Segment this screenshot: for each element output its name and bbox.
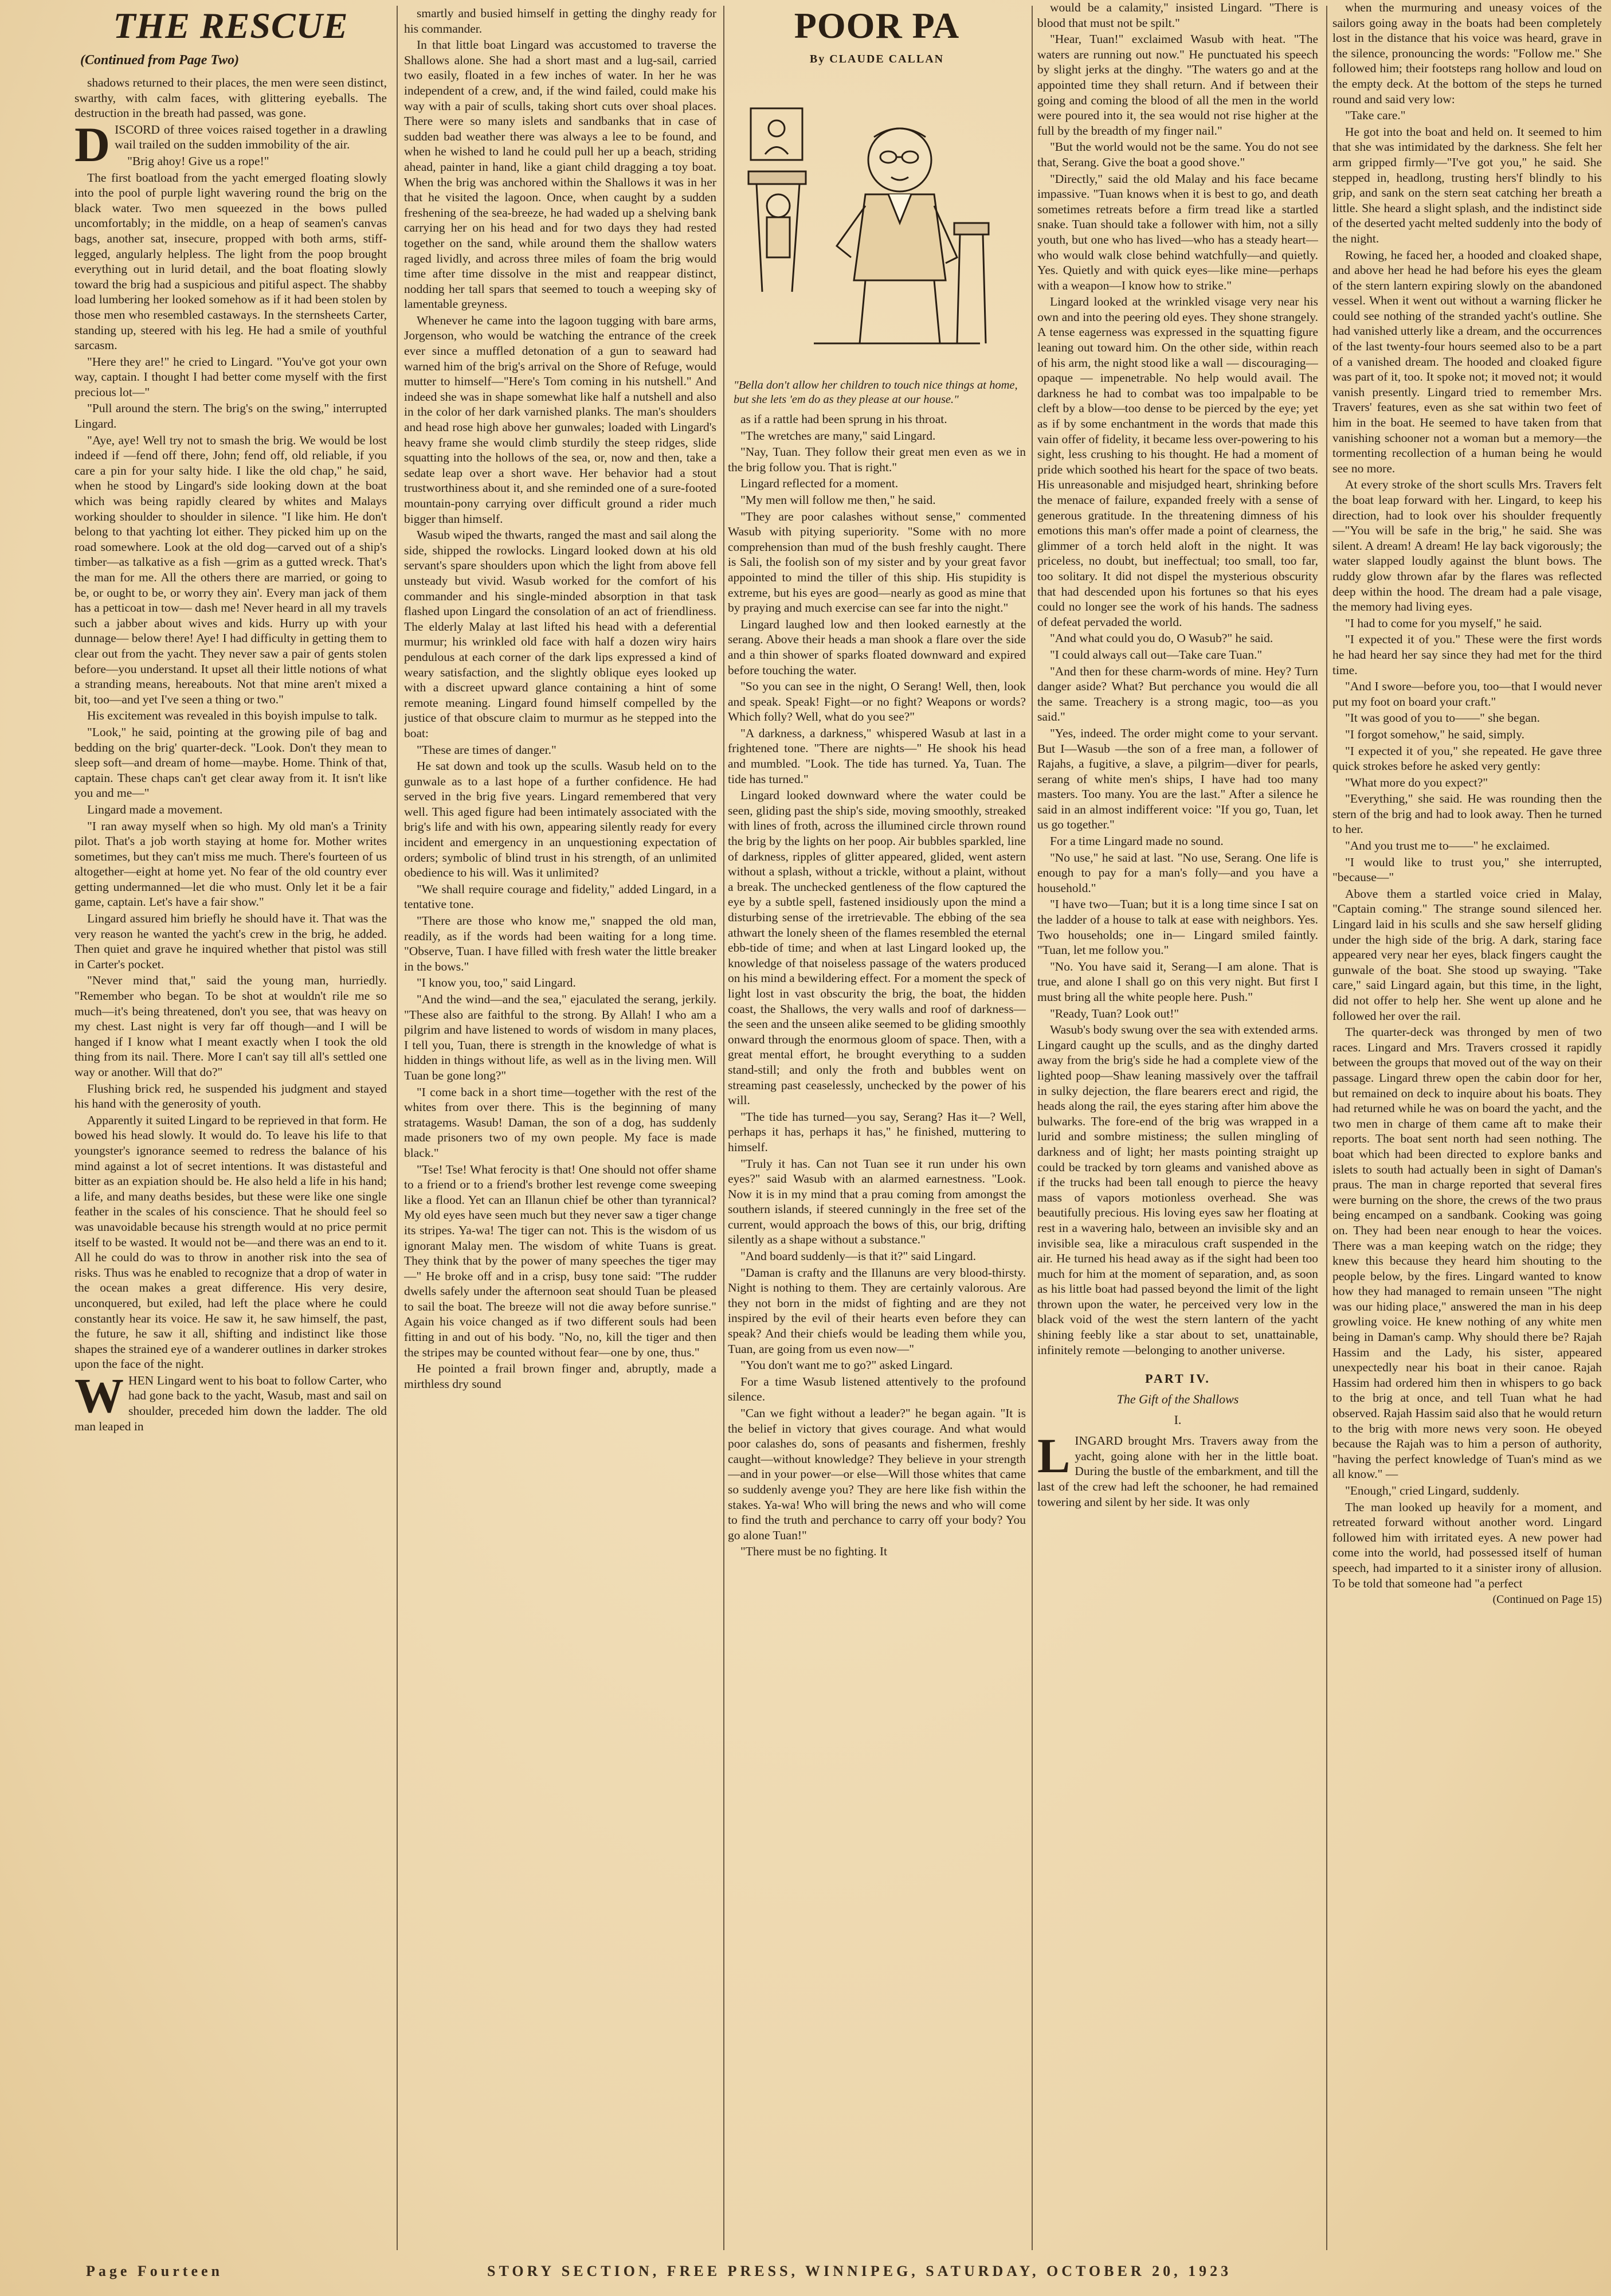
paragraph: "And board suddenly—is that it?" said Lingard. (740, 1249, 977, 1264)
paragraph: "I could always call out—Take care Tuan." (1050, 647, 1263, 662)
column-rule (1032, 6, 1033, 2250)
paragraph: "But the world would not be the same. You do not see that, Serang. Give the boat a good shove." (1037, 140, 1318, 169)
paragraph: "No. You have said it, Serang—I am alone. That is true, and alone I shall go on this very night. But first I must bring all the white people here. Push." (1037, 959, 1318, 1004)
section-dateline: STORY SECTION, FREE PRESS, WINNIPEG, SATURDAY, OCTOBER 20, 1923 (487, 2263, 1232, 2279)
drop-cap: L (1037, 1428, 1071, 1484)
paragraph: "Here they are!" he cried to Lingard. "You've got your own way, captain. I thought I had better come myself with the first precious lot—" (75, 354, 387, 399)
paragraph: "Hear, Tuan!" exclaimed Wasub with heat. "The waters are running out now." He punctuated his speech by slight jerks at the dinghy. "The waters go and at the appointed time they shall return. And if between their going and coming the blood of all the men in the world were poured into it, the sea would not rise higher at the full by the breadth of my finger nail." (1037, 32, 1318, 138)
paragraph: "Look," he said, pointing at the growing pile of bag and bedding on the brig' quarter-deck. "Look. Don't they mean to sleep soft—and dream of home—maybe. Home. Think of that, captain. These chaps can't get clear away from it. It isn't like you and me—" (75, 725, 387, 800)
paragraph: "Aye, aye! Well try not to smash the brig. We would be lost indeed if —fend off there, John; fend off, old reliable, if you care a pin for your salty hide. I like the old chap," he said, when he stood by Lingard's side looking down at the boat which was being rapidly cleared by whites and Malays working shoulder to shoulder in silence. "I like him. He don't belong to that yachting lot either. They picked him up on the road somewhere. Look at the old dog—carved out of a ship's timber—as talkative as a fish —grim as a gutted wreck. That's the man for me. All the others there are married, or going to be, or ought to be, or worry they ain'. Every man jack of them has a petticoat in tow— dash me! Never heard in all my travels such a jabber about wives and kids. Hurry up with your dunnage— below there! Aye! I had difficulty in getting them to clear out from the yacht. They never saw a pair of gents stolen before—you understand. It upset all their little notions of what a stranding means, hereabouts. Not that mine aren't mixed a bit, too—and yet I've seen a thing or two." (75, 433, 387, 706)
part-subtitle: The Gift of the Shallows (1116, 1392, 1239, 1407)
cartoon-caption: "Bella don't allow her children to touch nice things at home, but she lets 'em do as they please at our house." (734, 379, 1018, 406)
paragraph: "I know you, too," said Lingard. (417, 976, 576, 990)
paragraph: Apparently it suited Lingard to be reprieved in that form. He bowed his head slowly. It would do. To leave his life to that youngster's ignorance seemed to redress the balance of his mind against a lot of secret intentions. It was distasteful and bitter as an expiation should be. He also held a life in his hand; a life, and many deaths besides, but these were like one single feather in the scales of his conscience. That he should feel so was unavoidable because his strength would at no price permit itself to be wasted. It would not be—and there was an end to it. All he could do was to throw in another risk into the sea of risks. Thus was he enabled to recognize that a drop of water in the ocean makes a great difference. His very desire, unconquered, but exiled, had left the place where he could constantly hear its voice. He saw it, he saw himself, the past, the future, he saw it all, shifting and indistinct like those shapes the strained eye of a wanderer outlines in darker strokes upon the face of the night. (75, 1113, 387, 1371)
paragraph: smartly and busied himself in getting the dinghy ready for his commander. (404, 6, 716, 36)
paragraph: "I come back in a short time—together with the rest of the whites from over there. This is the beginning of many stratagems. Wasub! Daman, the son of a dog, has suddenly made prisoners two of my own people. My face is made black." (404, 1085, 716, 1160)
paragraph: WHEN Lingard went to his boat to follow Carter, who had gone back to the yacht, Wasub, mast and sail on shoulder, preceded him down the ladder. The old man leaped in (75, 1367, 387, 1433)
page-number-label: Page Fourteen (86, 2263, 224, 2279)
paragraph: "Pull around the stern. The brig's on the swing," interrupted Lingard. (75, 401, 387, 431)
picture-frame (751, 108, 802, 160)
paragraph: The first boatload from the yacht emerged floating slowly into the pool of purple light wavering round the brig on the black water. Two men squeezed in the bows pulled uncomfortably; in the middle, on a heap of seamen's canvas bags, another sat, insecure, propped with both arms, stiff-legged, angularly helpless. The light from the poop brought everything out in lurid detail, and the boat floating slowly toward the brig had a suspicious and pitiful aspect. The shabby load lumbering her looked somehow as if it had been stolen by those men who resembled castaways. In the sternsheets Carter, standing up, steered with his leg. He had a smile of youthful sarcasm. (75, 170, 387, 353)
paragraph: LINGARD brought Mrs. Travers away from the yacht, going alone with her in the little boat. During the bustle of the embarkment, and till the last of the crew had left the schooner, he had remained towering and silent by her side. It was only (1037, 1428, 1318, 1509)
paragraph: "I have two—Tuan; but it is a long time since I sat on the ladder of a house to talk at ease with neighbors. Yes. Two households; one in— Lingard smiled faintly. "Tuan, let me follow you." (1037, 897, 1318, 957)
paragraph: "And then for these charm-words of mine. Hey? Turn danger aside? What? But perchance you would die all the same. Treachery is a strong magic, too—as you said." (1037, 664, 1318, 724)
paragraph: For a time Wasub listened attentively to the profound silence. (728, 1374, 1026, 1404)
poor-pa-cartoon (728, 74, 1026, 372)
column-rule (397, 6, 398, 2250)
paragraph: "They are poor calashes without sense," commented Wasub with pitying superiority. "Some with no more comprehension than mud of the bush freshly caught. There is Sali, the foolish son of my sister and by your great favor appointed to mind the tiller of this ship. His stupidity is extreme, but his eyes are good—nearly as good as mine that by praying and much exercise can see far into the night." (728, 509, 1026, 615)
paragraph: "And what could you do, O Wasub?" he said. (1050, 631, 1273, 646)
column-2-text (404, 6, 716, 1391)
paragraph: as if a rattle had been sprung in his throat. (740, 412, 947, 426)
paragraph: "There are those who know me," snapped the old man, readily, as if the words had been waiting for a long time. "Observe, Tuan. I have filled with fresh water the little breaker in the bows." (404, 914, 716, 973)
continued-from-note: (Continued from Page Two) (80, 53, 240, 68)
column-3 (728, 0, 1026, 2256)
paragraph: "Can we fight without a leader?" he began again. "It is the belief in victory that gives courage. And what would poor calashes do, sons of peasants and fishermen, freshly caught—without knowledge? They believe in your strength—and in your power—or else—Will those whites that came so suddenly avenge you? They are here like fish within the stakes. Ya-wa! Who will bring the news and who will come to find the truth and perchance to carry off your body? You go alone Tuan!" (728, 1406, 1026, 1542)
paragraph: "Truly it has. Can not Tuan see it run under his own eyes?" said Wasub with an alarmed earnestness. "Look. Now it is in my mind that a prau coming from amongst the southern islands, if steered cunningly in the free set of the current, would approach the bows of this, our brig, drifting silently as a shape without a substance." (728, 1156, 1026, 1247)
paragraph: "Daman is crafty and the Illanuns are very blood-thirsty. Night is nothing to them. They are certainly valorous. Are they not born in the midst of fighting and are they not inspired by the evil of their hearts even before they can speak? And their chiefs would be leading them while you, Tuan, are going from us even now—" (728, 1265, 1026, 1356)
page-footer (86, 2263, 1594, 2286)
column-1 (75, 0, 387, 2256)
column-rule (723, 6, 724, 2250)
paragraph: "These are times of danger." (417, 742, 556, 757)
paragraph: Wasub's body swung over the sea with extended arms. Lingard caught up the sculls, and as the dinghy darted away from the brig's side he had a complete view of the lighted poop—Shaw leaning massively over the taffrail in sulky dejection, the flare bearers erect and rigid, the heads along the rail, the eyes staring after him above the bulwarks. The fore-end of the brig was wrapped in a lurid and sombre mistiness; the sullen mingling of darkness and of light; her masts pointing straight up could be tracked by torn gleams and vanished above as if the trucks had been tall enough to pierce the heavy mass of vapors motionless overhead. She was beautifully precious. His loving eyes saw her floating at rest in a wavering halo, between an invisible sky and an invisible sea, like a miraculous craft suspended in the air. He turned his head away as if the sight had been too much for him at the moment of separation, and, as soon as his little boat had passed beyond the limit of the light thrown upon the water, he perceived very low in the black void of the west the stern lantern of the yacht shining feebly like a star about to set, unattainable, infinitely remote —belonging to another universe. (1037, 1023, 1318, 1357)
paragraph: Lingard reflected for a moment. (740, 476, 899, 491)
paragraph: "I ran away myself when so high. My old man's a Trinity pilot. That's a job worth staying at home for. Mother writes sometimes, but they can't miss me much. There's fourteen of us altogether—eight at home yet. No fear of the old country ever getting undermanned—let die who must. Only let it be a fair game, captain. Let's have a fair show." (75, 819, 387, 909)
paragraph: Wasub wiped the thwarts, ranged the mast and sail along the side, shipped the rowlocks. Lingard looked down at his old servant's spare shoulders upon which the light from above fell unsteady but vivid. Wasub worked for the comfort of his commander and his single-minded absorption in that task flashed upon Lingard the consolation of an act of friendliness. The elderly Malay at last lifted his head with a deferential murmur; his wrinkled old face with half a dozen wiry hairs pendulous at each corner of the dark lips expressed a kind of weary satisfaction, and the slightly oblique eyes looked up with a discreet upward glance containing a hint of some remote meaning. Lingard found himself compelled by the justice of that obscure claim to murmur as he stepped into the boat: (404, 528, 716, 740)
paragraph: "Take care." (1345, 108, 1406, 123)
paragraph: His excitement was revealed in this boyish impulse to talk. (87, 709, 378, 723)
paragraph: "What more do you expect?" (1345, 775, 1488, 789)
paragraph: He sat down and took up the sculls. Wasub held on to the gunwale as to a last hope of a further confidence. He had served in the brig five years. Lingard remembered that very well. This aged figure had been intimately associated with the brig's life and with his own, appearing silently ready for every incident and emergency in an unquestioning expectation of orders; symbolic of blind trust in his strength, of an unlimited obedience to his will. Was it unlimited? (404, 759, 716, 880)
paragraph: Rowing, he faced her, a hooded and cloaked shape, and above her head he had before his eyes the gleam of the stern lantern expiring slowly on the abandoned vessel. When it went out without a warning flicker he could see nothing of the stranded yacht's outline. She had vanished utterly like a dream, and the occurrences of the last twenty-four hours seemed also to be a part of a vanished dream. The hooded and cloaked figure was part of it, too. It spoke not; it moved not; it would vanish presently. Lingard tried to remember Mrs. Travers' features, even as she sat within two feet of him in the boat. He seemed to have taken from that vanishing schooner not a woman but a memory—the tormenting recollection of a human being he would see no more. (1332, 248, 1602, 475)
paragraph: "Tse! Tse! What ferocity is that! One should not offer shame to a friend or to a friend's brother lest revenge come sweeping like a flood. Yet can an Illanun chief be other than tyrannical? My old eyes have seen much but they never saw a tiger change its stripes. Ya-wa! The tiger can not. This is the wisdom of us ignorant Malay men. The wisdom of white Tuans is great. They think that by the power of many speeches the tiger may —" He broke off and in a crisp, busy tone said: "The rudder dwells safely under the afternoon seat should Tuan be pleased to sail the boat. The breeze will not die away before sunrise." Again his voice changed as if two different souls had been fitting in and out of his body. "No, no, kill the tiger and then the stripes may be counted without fear—one by one, thus." (404, 1162, 716, 1359)
part-heading: PART IV. (1145, 1371, 1210, 1386)
cartoon-headline: POOR PA (794, 5, 960, 46)
chapter-number: I. (1174, 1413, 1182, 1427)
paragraph: Flushing brick red, he suspended his judgment and stayed his hand with the generosity of youth. (75, 1081, 387, 1111)
paragraph: "And I swore—before you, too—that I would never put my foot on board your craft." (1332, 679, 1602, 709)
paragraph: Lingard assured him briefly he should have it. That was the very reason he wanted the yacht's crew in the brig, he added. Then quiet and grave he inquired whether that pistol was still in Carter's pocket. (75, 912, 387, 971)
cartoon-byline: By CLAUDE CALLAN (809, 53, 944, 65)
paragraph: "The tide has turned—you say, Serang? Has it—? Well, perhaps it has, perhaps it has," he finished, muttering to himself. (728, 1109, 1026, 1154)
paragraph: Lingard laughed low and then looked earnestly at the serang. Above their heads a man shook a flare over the side and a thin shower of sparks floated downward and expired before touching the water. (728, 617, 1026, 677)
column-4-tail-text (1037, 1428, 1318, 1509)
drop-cap: D (75, 116, 111, 172)
paragraph: shadows returned to their places, the men were seen distinct, swarthy, with calm faces, with glittering eyeballs. The destruction in the breath had passed, was gone. (75, 76, 387, 120)
paragraph: "Everything," she said. He was rounding then the stern of the brig and had to look away. Then he turned to her. (1332, 792, 1602, 836)
paragraph: "There must be no fighting. It (740, 1544, 887, 1559)
paragraph: Above them a startled voice cried in Malay, "Captain coming." The strange sound silenced her. Lingard laid in his sculls and she saw herself gliding under the high side of the brig. A dark, staring face appeared very near her eyes, black fingers caught the gunwale of the boat. She stood up swaying. "Take care," said Lingard again, but this time, in the light, did not offer to help her. She went up alone and he followed her over the rail. (1332, 886, 1602, 1023)
paragraph: Lingard looked at the wrinkled visage very near his own and into the peering old eyes. They shone strangely. A tense eagerness was expressed in the squatting figure leaning out toward him. On the other side, within reach of his arm, the night stood like a wall — discouraging—opaque — impenetrable. No help would avail. The darkness he had to combat was too impalpable to be cleft by a blow—too dense to be pierced by the eye; yet as if by some enchantment in the words that made this vain offer of fidelity, it became less over-powering to his sight, less crushing to his thought. He had a moment of pride which soothed his heart for the space of two beats. His unreasonable and misjudged heart, shrinking before the menace of failure, expanded freely with a sense of generous gratitude. In the threatening dimness of his emotions this man's offer made a point of clearness, the glimmer of a torch held aloft in the night. It was priceless, no doubt, but ineffectual; too small, too far, too solitary. It did not dispel the mysterious obscurity that had descended upon his fortunes so that his eyes could no longer see the work of his hands. The sadness of defeat pervaded the world. (1037, 295, 1318, 629)
paragraph: "Ready, Tuan? Look out!" (1050, 1006, 1179, 1020)
paragraph: "I forgot somehow," he said, simply. (1345, 727, 1524, 741)
paragraph: "A darkness, a darkness," whispered Wasub at last in a frightened tone. "There are nights—" He shook his head and mumbled. "Look. The tide has turned. Ya, Tuan. The tide has turned." (728, 726, 1026, 786)
paragraph: "We shall require courage and fidelity," added Lingard, in a tentative tone. (404, 882, 716, 912)
paragraph: "You don't want me to go?" asked Lingard. (740, 1358, 953, 1372)
paragraph: DISCORD of three voices raised together in a drawling wail trailed on the sudden immobility of the air. (75, 116, 387, 172)
column-4-text (1037, 0, 1318, 1358)
paragraph: Whenever he came into the lagoon tugging with bare arms, Jorgenson, who would be watching the entrance of the creek ever since a muffled detonation of a gun to seaward had warned him of the brig's arrival on the Shore of Refuge, would mutter to himself—"Here's Tom coming in his nutshell." And indeed she was in shape somewhat like half a nutshell and also in the color of her dark varnished planks. The man's shoulders and head rose high above her gunwales; loaded with Lingard's heavy frame she would climb sturdily the steep ridges, slide squatting into the hollows of the sea, or, now and then, take a sedate leap over a short wave. Her behavior had a stout trustworthiness about it, and she reminded one of a sure-footed mountain-pony carrying over difficult ground a rider much bigger than himself. (404, 313, 716, 526)
paragraph: He got into the boat and held on. It seemed to him that she was intimidated by the darkness. She felt her arm gripped firmly—"I've got you," he said. She stepped in, headlong, trusting hers'f blindly to his grip, and sank on the stern seat catching her breath a little. She heard a slight splash, and the indistinct side of the deserted yacht melted suddenly into the body of the night. (1332, 124, 1602, 245)
paragraph: "I expected it of you," she repeated. He gave three quick strokes before he asked very gently: (1332, 744, 1602, 773)
continued-on-note: (Continued on Page 15) (1492, 1593, 1602, 1606)
paragraph: At every stroke of the short sculls Mrs. Travers felt the boat leap forward with her. Lingard, to keep his direction, had to look over his shoulder frequently—"You will be safe in the brig," he said. She was silent. A dream! A dream! He lay back vigorously; the water slapped loudly against the blunt bows. The ruddy glow thrown afar by the flares was reflected deep within the hood. The dream had a pale visage, the memory had living eyes. (1332, 478, 1602, 614)
paragraph: "No use," he said at last. "No use, Serang. One life is enough to pay for a man's folly—and you have a household." (1037, 850, 1318, 895)
paragraph: "My men will follow me then," he said. (740, 492, 936, 507)
paragraph: "Brig ahoy! Give us a rope!" (127, 154, 269, 168)
paragraph: For a time Lingard made no sound. (1050, 834, 1224, 848)
paragraph: when the murmuring and uneasy voices of the sailors going away in the boats had been completely lost in the distance that his voice was heard, grave in the silence, pronouncing the words: "Follow me." She followed him; their footsteps rang hollow and loud on the empty deck. At the bottom of the steps he turned round and said very low: (1332, 1, 1602, 106)
column-5-text (1332, 0, 1602, 1591)
paragraph: "And you trust me to——" he exclaimed. (1345, 839, 1550, 853)
paragraph: "I had to come for you myself," he said. (1345, 616, 1542, 630)
column-5 (1332, 0, 1602, 2256)
paragraph: "It was good of you to——" she began. (1345, 711, 1541, 725)
paragraph: The man looked up heavily for a moment, and retreated forward without another word. Lingard followed him with irritated eyes. A new power had come into the world, had possessed itself of human speech, had imparted to it a sinister irony of allusion. To be told that someone had "a perfect (1332, 1500, 1602, 1590)
paragraph: "So you can see in the night, O Serang! Well, then, look and speak. Speak! Fight—or no fight? Weapons or words? Which folly? Well, what do you see?" (728, 679, 1026, 724)
paragraph: "Directly," said the old Malay and his face became impassive. "Tuan knows when it is best to go, and death sometimes retreats before a firm tread like a startled snake. Tuan should take a follower with him, not a silly youth, but one who has lived—who has a steady heart—who would walk close behind watchfully—and quietly. Yes. Quietly and with quick eyes—like mine—perhaps with a weapon—I know how to strike." (1037, 171, 1318, 292)
drop-cap: W (75, 1367, 124, 1423)
paragraph: "The wretches are many," said Lingard. (740, 428, 936, 443)
paragraph: would be a calamity," insisted Lingard. "There is blood that must not be spilt." (1037, 1, 1318, 30)
story-headline: THE RESCUE (113, 5, 348, 46)
column-2 (404, 0, 716, 2256)
paragraph: "I expected it of you." These were the first words he had heard her say since they had met for the third time. (1332, 632, 1602, 677)
paragraph: "I would like to trust you," she interrupted, "because—" (1332, 855, 1602, 885)
paragraph: "Never mind that," said the young man, hurriedly. "Remember who began. To be shot at wouldn't rile me so much—it's being threatened, don't you see, that was heavy on my chest. Last night is very far off though—and I will be hanged if I know what I meant exactly when I took the old thing from its nail. There. More I can't say till all's settled one way or another. Will that do?" (75, 973, 387, 1079)
paragraph: Lingard looked downward where the water could be seen, gliding past the ship's side, moving smoothly, streaked with lines of froth, across the illumined circle thrown round the brig by the lights on her poop. Air bubbles sparkled, line of darkness, ripples of glitter appeared, glided, went astern without a splash, without a trickle, without a plaint, without a break. The unchecked gentleness of the flow captured the eye by a subtle spell, fastened insidiously upon the mind a disturbing sense of the irretrievable. The ebbing of the sea athwart the lonely sheen of the flames resembled the eternal ebb-tide of time; and when at last Lingard looked up, the knowledge of that noiseless passage of the waters produced on his mind a bewildering effect. For a moment the speck of light lost in vast obscurity the brig, the boat, the hidden coast, the Shallows, the very walls and roof of darkness—the seen and the unseen alike seemed to be gliding smoothly onward through the enormous gloom of space. Then, with a great mental effort, he brought everything to a sudden stand-still; and only the froth and bubbles went on streaming past ceaselessly, unchecked by the power of his will. (728, 788, 1026, 1108)
column-rule (1326, 6, 1327, 2250)
column-3-text (728, 412, 1026, 1559)
paragraph: Lingard made a movement. (87, 802, 223, 816)
paragraph: "Nay, Tuan. They follow their great men even as we in the brig follow you. That is right." (728, 445, 1026, 474)
column-4 (1037, 0, 1318, 2256)
paragraph: He pointed a frail brown finger and, abruptly, made a mirthless dry sound (404, 1362, 716, 1391)
paragraph: The quarter-deck was thronged by men of two races. Lingard and Mrs. Travers crossed it rapidly between the groups that moved out of the way on their passage. Lingard threw open the cabin door for her, but remained on deck to inquire about his boats. They had returned while he was on board the yacht, and the two men in charge of them came aft to make their reports. The boat sent north had seen nothing. The boat which had been directed to explore banks and islets to south had actually been in sight of Daman's praus. The man in charge reported that several fires were burning on the shore, the crews of the two praus being encamped on a sandbank. Cooking was going on. They had been near enough to hear the voices. There was a man keeping watch on the ridge; they knew this because they heard him shouting to the people below, by the fires. Lingard wanted to know how they had managed to remain unseen "The night was our hiding place," answered the man in his deep growling voice. He knew nothing of any white men being in Daman's camp. Why should there be? Rajah Hassim and the Lady, his sister, appeared unexpectedly near his boat in their canoe. Rajah Hassim had ordered him then in whispers to go back to the brig at once, and tell Tuan what he had observed. Rajah Hassim said also that he would return to the brig with more news very soon. He obeyed because the Rajah was to him a person of authority, "having the perfect knowledge of Tuan's mind as we all know." — (1332, 1025, 1602, 1481)
column-1-text (75, 75, 387, 1434)
paragraph: In that little boat Lingard was accustomed to traverse the Shallows alone. She had a short mast and a lug-sail, carried two easily, floated in a few inches of water. In her he was independent of a crew, and, if the wind failed, could make his way with a pair of sculls, taking short cuts over shoal places. There were so many islets and sandbanks that in case of sudden bad weather there was always a lee to be found, and when he wished to land he could pull her up a beach, striding ahead, painter in hand, like a giant child dragging a toy boat. When the brig was anchored within the Shallows it was in her that he visited the lagoon. Once, when caught by a sudden freshening of the sea-breeze, he had waded up a shelving bank carrying her on his head and for two days they had rested together on the sand, while around them the shallow waters raged lividly, and across three miles of foam the brig would time after time dissolve in the mist and reappear distinct, nodding her tall spars that seemed to touch a weeping sky of lamentable greyness. (404, 38, 716, 311)
paragraph: "And the wind—and the sea," ejaculated the serang, jerkily. "These also are faithful to the strong. By Allah! I who am a pilgrim and have listened to words of wisdom in many places, I tell you, Tuan, there is strength in the knowledge of what is hidden in things without life, as well as in the living men. Will Tuan be gone long?" (404, 992, 716, 1082)
paragraph: "Enough," cried Lingard, suddenly. (1345, 1484, 1519, 1497)
paragraph: "Yes, indeed. The order might come to your servant. But I—Wasub —the son of a free man, a follower of Rajahs, a fugitive, a slave, a pilgrim—diver for pearls, serang of white men's ships, I have had too many masters. Too many. You are the last." After a silence he said in an almost indifferent voice: "If you go, Tuan, let us go together." (1037, 726, 1318, 832)
